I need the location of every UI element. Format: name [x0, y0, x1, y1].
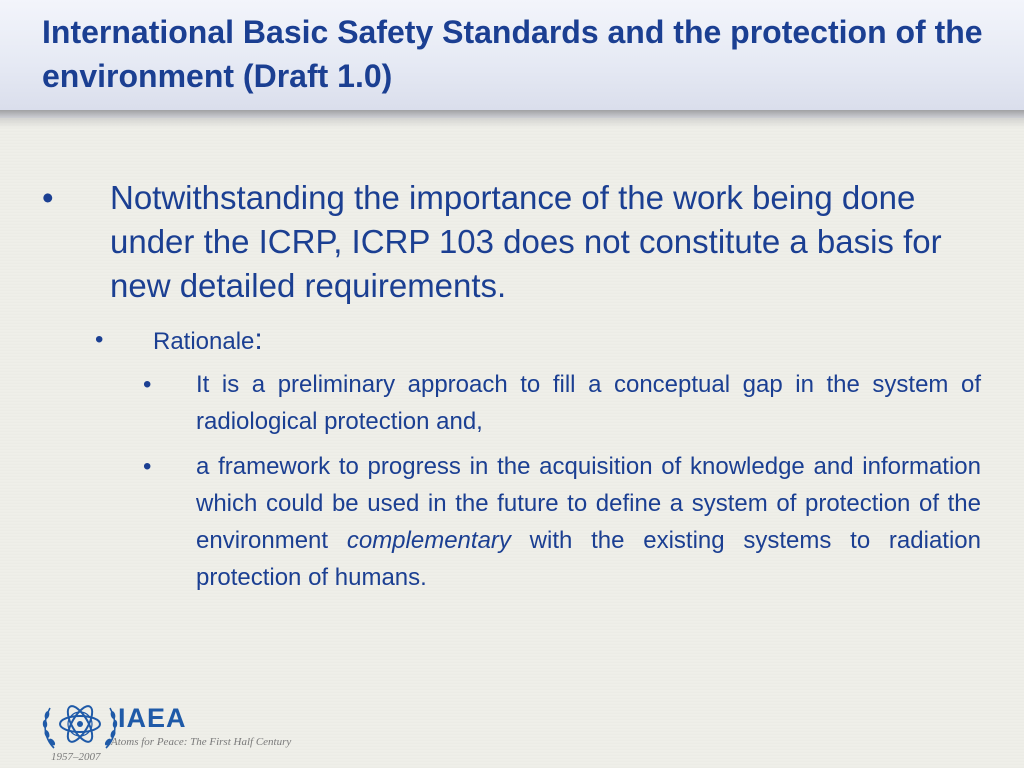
slide-title: International Basic Safety Standards and the protection of the environment (Draft 1.0) [42, 14, 983, 94]
bullet-marker-level2: • [95, 326, 104, 353]
bullet-marker-level3-1: • [143, 371, 152, 398]
rationale-colon: : [254, 323, 263, 356]
rationale-label: Rationale [153, 328, 255, 355]
bullet-level3-item-2 [196, 448, 981, 596]
bullet-level3-item-1: It is a preliminary approach to fill a conceptual gap in the system of radiological protection and, [196, 371, 981, 435]
iaea-emblem-icon [40, 690, 120, 760]
iaea-logo-text: IAEA [118, 703, 187, 733]
bullet-level1-text: Notwithstanding the importance of the work being done under the ICRP, ICRP 103 does not constitute a basis for new detailed requirements. [110, 179, 942, 304]
bullet-marker-level3-2: • [143, 453, 152, 480]
iaea-years: 1957–2007 [51, 751, 101, 763]
iaea-tagline: Atoms for Peace: The First Half Century [111, 736, 292, 748]
bullet-marker-level1: • [42, 179, 54, 216]
item2-text-after: with the existing systems to radiation protection of humans. [196, 527, 981, 591]
item2-text-before: a framework to progress in the acquisition of knowledge and information which could be used in the future to define a system of protection of the environment [196, 453, 981, 554]
item2-emphasis: complementary [346, 527, 511, 554]
bullet-level2-rationale [153, 322, 263, 360]
